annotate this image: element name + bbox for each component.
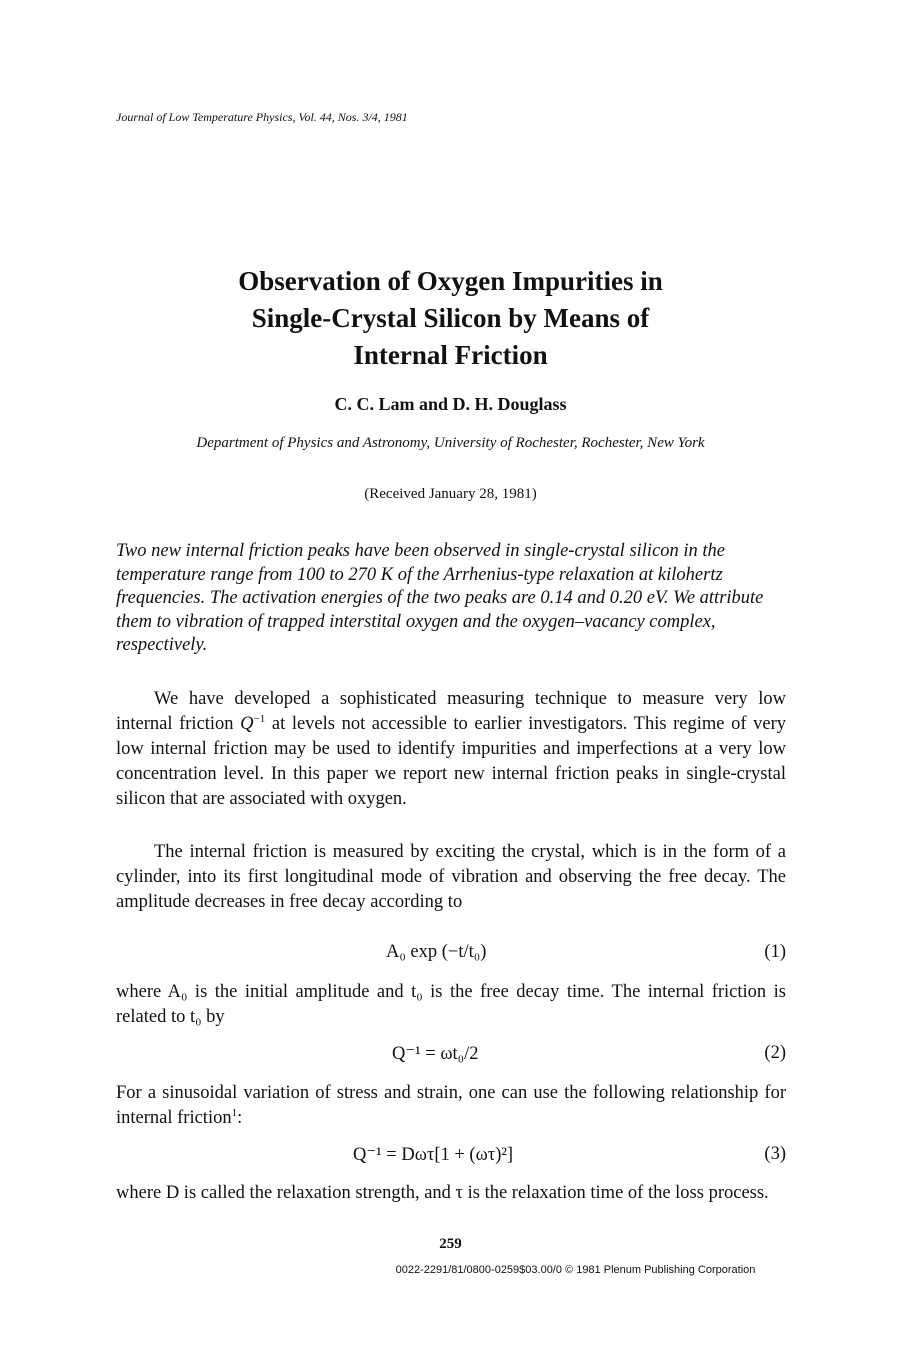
equation-2 (116, 1043, 786, 1068)
title-line: Internal Friction (353, 340, 548, 370)
paper-title (0, 263, 901, 374)
paragraph-text: For a sinusoidal variation of stress and strain, one can use the following relationship for internal friction (116, 1083, 786, 1128)
title-line: Single-Crystal Silicon by Means of (251, 303, 650, 333)
page-number: 259 (439, 1236, 462, 1252)
affiliation: Department of Physics and Astronomy, University of Rochester, Rochester, New York (196, 435, 705, 451)
journal-citation: Journal of Low Temperature Physics, Vol. 44, Nos. 3/4, 1981 (116, 110, 408, 124)
exponent: −1 (253, 712, 266, 725)
paragraph-4 (116, 1081, 786, 1131)
equation-number: (1) (764, 942, 786, 962)
copyright-footer (0, 1264, 901, 1276)
paragraph-5: where D is called the relaxation strength, and τ is the relaxation time of the loss process. (116, 1183, 769, 1203)
equation-1 (116, 942, 786, 967)
footnote-ref: 1 (231, 1106, 238, 1119)
paragraph-1 (116, 687, 786, 812)
symbol-q: Q (240, 714, 254, 734)
paragraph-text: : (237, 1108, 243, 1128)
equation-number: (2) (764, 1043, 786, 1063)
abstract: Two new internal friction peaks have been observed in single-crystal silicon in the temperature range from 100 to 270 K of the Arrhenius-type relaxation at kilohertz frequencies. The activation energies of the two peaks are 0.14 and 0.20 eV. We attribute them to vibration of trapped interstital oxygen and the oxygen–vacancy complex, respectively. (116, 541, 764, 655)
paragraph-text: We have developed a sophisticated measuring technique to measure very low internal friction (116, 689, 786, 734)
received-date: (Received January 28, 1981) (364, 486, 537, 502)
equation-number: (3) (764, 1144, 786, 1164)
paragraph-text: at levels not accessible to earlier investigators. This regime of very low internal friction may be used to identify impurities and imperfections at a very low concentration level. In this paper we report new internal friction peaks in single-crystal silicon that are associated with oxygen. (116, 714, 786, 809)
equation-expression: Q⁻¹ = Dωτ[1 + (ωτ)²] (353, 1145, 514, 1165)
paragraph-3: where A₀ is the initial amplitude and t₀ is the free decay time. The internal friction is related to t₀ by (116, 982, 786, 1027)
title-line: Observation of Oxygen Impurities in (238, 266, 663, 296)
equation-expression: A₀ exp (−t/t₀) (386, 942, 487, 962)
footer-text: 0022-2291/81/0800-0259$03.00/0 © 1981 Plenum Publishing Corporation (395, 1264, 756, 1276)
paragraph-2: The internal friction is measured by exciting the crystal, which is in the form of a cylinder, into its first longitudinal mode of vibration and observing the free decay. The amplitude decreases in free decay according to (116, 842, 786, 912)
equation-expression: Q⁻¹ = ωt₀/2 (392, 1044, 479, 1064)
authors: C. C. Lam and D. H. Douglass (334, 394, 567, 414)
equation-3 (116, 1144, 786, 1169)
